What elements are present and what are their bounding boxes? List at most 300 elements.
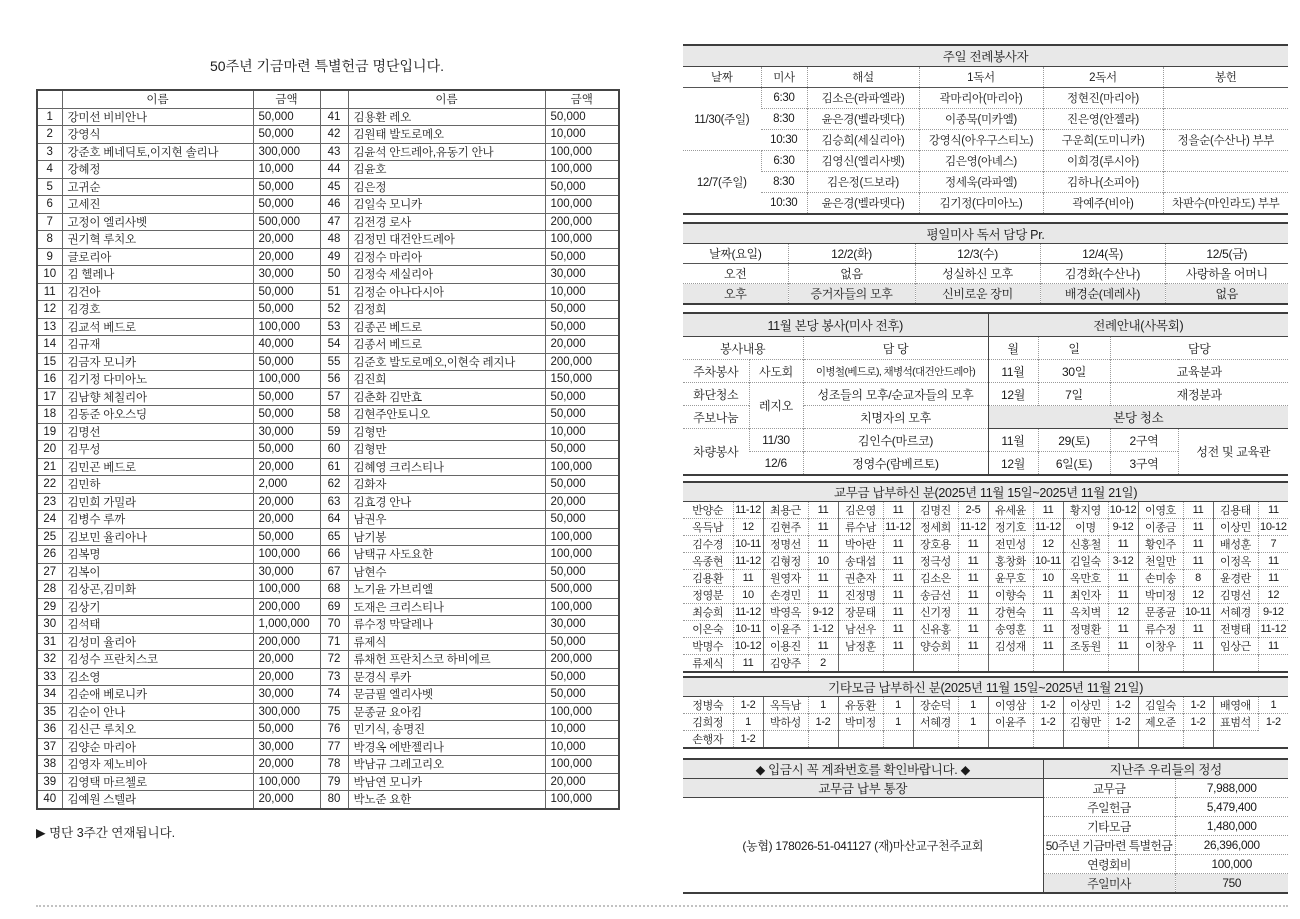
- paid-months: 10-11: [1183, 604, 1213, 621]
- finance-row: [683, 798, 1288, 817]
- paid-months: [1033, 655, 1063, 673]
- paid-months: 11: [958, 587, 988, 604]
- payer-name: 이창우: [1138, 638, 1183, 655]
- offering-value: 5,479,400: [1175, 798, 1288, 817]
- server-row: [683, 193, 1288, 215]
- payer-name: 장순덕: [913, 697, 958, 714]
- server-cell: 진은영(안젤라): [1043, 109, 1163, 130]
- donor-amount: 30,000: [253, 266, 320, 284]
- paid-months: 11: [1108, 621, 1138, 638]
- donor-amount: 50,000: [545, 406, 619, 424]
- server-cell: 김은영(아녜스): [919, 151, 1043, 172]
- payer-name: 김성재: [988, 638, 1033, 655]
- donor-no: 64: [320, 511, 348, 529]
- paid-months: 1: [958, 714, 988, 731]
- donor-no: 19: [37, 423, 62, 441]
- donor-name: 김명선: [62, 423, 253, 441]
- payer-name: 표범석: [1213, 714, 1258, 731]
- service-person: 정영수(람베르토): [803, 452, 988, 476]
- donor-no: 65: [320, 528, 348, 546]
- donor-name: 박남연 모니카: [348, 773, 545, 791]
- donor-name: 김기정 다미아노: [62, 371, 253, 389]
- payer-name: [763, 731, 808, 749]
- paid-months: 9-12: [1108, 519, 1138, 536]
- donor-amount: 20,000: [253, 668, 320, 686]
- donor-row: [37, 668, 619, 686]
- donor-name: 김일숙 모니카: [348, 196, 545, 214]
- paid-months: [1033, 731, 1063, 749]
- server-cell: 10:30: [761, 193, 807, 215]
- paid-months: 1-2: [1183, 714, 1213, 731]
- cleaning-day: 6일(토): [1038, 452, 1110, 476]
- donor-name: 김춘화 김만효: [348, 388, 545, 406]
- paid-months: 11: [1108, 587, 1138, 604]
- donor-amount: 100,000: [545, 546, 619, 564]
- donor-amount: 50,000: [545, 108, 619, 126]
- reader-row: [683, 264, 1288, 284]
- donor-amount: 10,000: [545, 283, 619, 301]
- donor-no: 72: [320, 651, 348, 669]
- paid-months: 10-11: [733, 536, 763, 553]
- payer-name: 김용환: [683, 570, 733, 587]
- table-title-row: [683, 677, 1288, 697]
- donor-header-row: [37, 90, 619, 108]
- payer-name: 이향숙: [988, 587, 1033, 604]
- donor-amount: 100,000: [545, 528, 619, 546]
- donor-row: [37, 301, 619, 319]
- donor-row: [37, 161, 619, 179]
- donor-name: 김용환 레오: [348, 108, 545, 126]
- donor-name: 김동준 아오스딩: [62, 406, 253, 424]
- donor-amount: 100,000: [545, 231, 619, 249]
- payer-name: 박아란: [838, 536, 883, 553]
- donor-amount: 50,000: [253, 388, 320, 406]
- donor-name: 글로리아: [62, 248, 253, 266]
- paid-months: 11-12: [883, 519, 913, 536]
- donor-amount: 30,000: [545, 266, 619, 284]
- reader-cell: 없음: [788, 264, 915, 284]
- col-header: 2독서: [1043, 67, 1163, 88]
- col-header: 12/4(목): [1040, 244, 1165, 264]
- payer-name: 김형만: [1063, 714, 1108, 731]
- payer-name: 서혜경: [913, 714, 958, 731]
- donor-amount: 50,000: [253, 441, 320, 459]
- paid-months: 11: [1108, 638, 1138, 655]
- donor-row: [37, 756, 619, 774]
- service-type: 주차봉사: [683, 360, 749, 383]
- payer-name: 송금선: [913, 587, 958, 604]
- payer-name: 권춘자: [838, 570, 883, 587]
- payer-name: 김일숙: [1063, 553, 1108, 570]
- donor-name: 문금필 엘리사벳: [348, 686, 545, 704]
- donor-amount: 50,000: [545, 511, 619, 529]
- service-person: 이병철(베드로), 채병석(대건안드레아): [803, 360, 988, 383]
- donor-amount: 20,000: [253, 458, 320, 476]
- payer-name: 강현숙: [988, 604, 1033, 621]
- paid-months: 11: [1183, 519, 1213, 536]
- payer-name: 김현주: [763, 519, 808, 536]
- reader-cell: 배경순(데레사): [1040, 284, 1165, 305]
- donor-no: 11: [37, 283, 62, 301]
- donor-name: 김정숙 세실리아: [348, 266, 545, 284]
- paid-months: 11: [1258, 570, 1288, 587]
- paid-months: 12: [1258, 587, 1288, 604]
- dues-row: [683, 638, 1288, 655]
- parish-service-title: 11월 본당 봉사(미사 전후): [683, 313, 988, 337]
- donor-name: 김은정: [348, 178, 545, 196]
- donor-no: 14: [37, 336, 62, 354]
- table-title-row: [683, 313, 1288, 337]
- paid-months: 1-2: [733, 697, 763, 714]
- col-header: 날짜: [683, 67, 761, 88]
- paid-months: 11: [883, 502, 913, 519]
- donor-no: 79: [320, 773, 348, 791]
- service-person: 성조들의 모후/순교자들의 모후: [803, 383, 988, 406]
- donor-name: 민기식, 송명진: [348, 721, 545, 739]
- col-header: 미사: [761, 67, 807, 88]
- donor-amount: 50,000: [253, 528, 320, 546]
- donor-no: 13: [37, 318, 62, 336]
- donor-amount: 50,000: [253, 301, 320, 319]
- donor-no: 36: [37, 721, 62, 739]
- payer-name: 전민성: [988, 536, 1033, 553]
- donor-no: 51: [320, 283, 348, 301]
- donor-amount: 50,000: [545, 686, 619, 704]
- paid-months: 11: [1258, 638, 1288, 655]
- donor-amount: 50,000: [253, 353, 320, 371]
- donor-amount: 200,000: [545, 353, 619, 371]
- donor-amount: 10,000: [253, 161, 320, 179]
- paid-months: 2-5: [958, 502, 988, 519]
- paid-months: 11-12: [733, 553, 763, 570]
- paid-months: 11: [958, 536, 988, 553]
- service-row: [683, 429, 1288, 452]
- donor-no: 62: [320, 476, 348, 494]
- server-cell: 차판수(마인라도) 부부: [1163, 193, 1288, 215]
- donor-name: 문경식 루카: [348, 668, 545, 686]
- reader-cell: 없음: [1165, 284, 1288, 305]
- donor-no: 1: [37, 108, 62, 126]
- offering-label: 연령회비: [1043, 855, 1175, 874]
- dues-row: [683, 655, 1288, 673]
- table-title-row: [683, 223, 1288, 244]
- donor-row: [37, 528, 619, 546]
- donor-no: 21: [37, 458, 62, 476]
- finance-table: [683, 758, 1288, 894]
- paid-months: 12: [1108, 604, 1138, 621]
- mass-date: 12/7(주일): [683, 151, 761, 215]
- paid-months: 1-2: [1108, 714, 1138, 731]
- dues-row: [683, 502, 1288, 519]
- payer-name: 김수경: [683, 536, 733, 553]
- donor-no: 66: [320, 546, 348, 564]
- donor-name: 김교석 베드로: [62, 318, 253, 336]
- donor-no: 76: [320, 721, 348, 739]
- donor-name: 고귀순: [62, 178, 253, 196]
- offering-value: 1,480,000: [1175, 817, 1288, 836]
- paid-months: 10: [733, 587, 763, 604]
- donor-name-header: 이름: [62, 90, 253, 108]
- donor-amount: 500,000: [545, 581, 619, 599]
- donor-row: [37, 388, 619, 406]
- payer-name: 정명환: [1063, 621, 1108, 638]
- payer-name: [988, 655, 1033, 673]
- payer-name: 옥만호: [1063, 570, 1108, 587]
- donor-name: 박노준 요한: [348, 791, 545, 809]
- donor-no: 38: [37, 756, 62, 774]
- server-cell: 김승희(세실리아): [807, 130, 919, 151]
- service-person: 치명자의 모후: [803, 406, 988, 429]
- service-type: 차량봉사: [683, 429, 749, 476]
- donor-no: 77: [320, 738, 348, 756]
- server-cell: 강영식(아우구스티노): [919, 130, 1043, 151]
- paid-months: [883, 731, 913, 749]
- donor-name: 강혜정: [62, 161, 253, 179]
- offering-value: 7,988,000: [1175, 779, 1288, 798]
- payer-name: 황인주: [1138, 536, 1183, 553]
- donor-name: 김순애 베로니카: [62, 686, 253, 704]
- donor-name: 김성수 프란치스코: [62, 651, 253, 669]
- donor-row: [37, 686, 619, 704]
- donor-no: 40: [37, 791, 62, 809]
- cleaning-title: 본당 청소: [988, 406, 1288, 429]
- paid-months: 12: [1183, 587, 1213, 604]
- donor-name: 김상곤,김미화: [62, 581, 253, 599]
- other-donation-title: 기타모금 납부하신 분(2025년 11월 15일~2025년 11월 21일): [683, 677, 1288, 697]
- paid-months: 10: [808, 553, 838, 570]
- payer-name: 김명선: [1213, 587, 1258, 604]
- payer-name: 김형정: [763, 553, 808, 570]
- col-header: 봉헌: [1163, 67, 1288, 88]
- donor-amount: 50,000: [545, 441, 619, 459]
- donor-amount: 50,000: [253, 721, 320, 739]
- donor-name: 고세진: [62, 196, 253, 214]
- payer-name: [1213, 655, 1258, 673]
- donor-row: [37, 773, 619, 791]
- col-header: 봉사내용: [683, 337, 803, 360]
- payer-name: 윤무호: [988, 570, 1033, 587]
- offering-label: 교무금: [1043, 779, 1175, 798]
- paid-months: 11: [958, 570, 988, 587]
- payer-name: 정영분: [683, 587, 733, 604]
- donor-row: [37, 248, 619, 266]
- payer-name: 정세희: [913, 519, 958, 536]
- payer-name: 이은숙: [683, 621, 733, 638]
- server-cell: 윤은경(벨라뎃다): [807, 193, 919, 215]
- donor-amount-header: 금액: [545, 90, 619, 108]
- dues-title: 교무금 납부하신 분(2025년 11월 15일~2025년 11월 21일): [683, 482, 1288, 502]
- payer-name: [1138, 731, 1183, 749]
- paid-months: 8: [1183, 570, 1213, 587]
- payer-name: 박영옥: [763, 604, 808, 621]
- payer-name: 손미송: [1138, 570, 1183, 587]
- donor-name: 김건아: [62, 283, 253, 301]
- donor-no: 23: [37, 493, 62, 511]
- paid-months: 11: [1183, 502, 1213, 519]
- cleaning-month: 12월: [988, 452, 1038, 476]
- donor-amount: 100,000: [545, 196, 619, 214]
- donor-amount: 1,000,000: [253, 616, 320, 634]
- paid-months: 1-2: [808, 714, 838, 731]
- donor-table: [36, 89, 620, 810]
- donor-amount: 20,000: [253, 756, 320, 774]
- paid-months: 11: [808, 519, 838, 536]
- reader-cell: 증거자들의 모후: [788, 284, 915, 305]
- donor-amount: 30,000: [253, 686, 320, 704]
- donor-amount: 300,000: [253, 143, 320, 161]
- donor-name: 김형만: [348, 441, 545, 459]
- donor-amount: 300,000: [253, 703, 320, 721]
- paid-months: [958, 655, 988, 673]
- donor-amount-header: 금액: [253, 90, 320, 108]
- payer-name: 송영훈: [988, 621, 1033, 638]
- server-cell: 김하나(소피아): [1043, 172, 1163, 193]
- donor-no: 33: [37, 668, 62, 686]
- payer-name: 김일숙: [1138, 697, 1183, 714]
- donor-amount: 20,000: [253, 231, 320, 249]
- payer-name: 김소은: [913, 570, 958, 587]
- paid-months: 11: [1033, 502, 1063, 519]
- donor-name: 김남향 체칠리아: [62, 388, 253, 406]
- donor-name: 김효경 안나: [348, 493, 545, 511]
- paid-months: 10: [1033, 570, 1063, 587]
- donor-name: 김정희: [348, 301, 545, 319]
- paid-months: 11-12: [1258, 621, 1288, 638]
- payer-name: 반양순: [683, 502, 733, 519]
- donor-no: 58: [320, 406, 348, 424]
- donor-amount: 20,000: [253, 511, 320, 529]
- donor-no: 42: [320, 126, 348, 144]
- donor-name: 강영식: [62, 126, 253, 144]
- payer-name: 류제식: [683, 655, 733, 673]
- payer-name: 김양주: [763, 655, 808, 673]
- paid-months: 11: [1108, 536, 1138, 553]
- other-donation-row: [683, 731, 1288, 749]
- donor-amount: 100,000: [545, 161, 619, 179]
- donor-row: [37, 126, 619, 144]
- paid-months: 11: [883, 638, 913, 655]
- donor-name: 김무성: [62, 441, 253, 459]
- payer-name: 배영애: [1213, 697, 1258, 714]
- service-type: 주보나눔: [683, 406, 749, 429]
- cleaning-place: 성전 및 교육관: [1178, 429, 1288, 476]
- reader-row: [683, 284, 1288, 305]
- donor-name: 김민곤 베드로: [62, 458, 253, 476]
- payer-name: 김은영: [838, 502, 883, 519]
- server-cell: 김영신(엘리사벳): [807, 151, 919, 172]
- paid-months: 11: [958, 621, 988, 638]
- payer-name: 임상근: [1213, 638, 1258, 655]
- payer-name: 최용근: [763, 502, 808, 519]
- donor-no: 4: [37, 161, 62, 179]
- donor-no: 61: [320, 458, 348, 476]
- donor-no: 10: [37, 266, 62, 284]
- donor-row: [37, 738, 619, 756]
- donor-no: 16: [37, 371, 62, 389]
- donor-amount: 20,000: [545, 336, 619, 354]
- offering-value: 750: [1175, 874, 1288, 894]
- payer-name: 정병숙: [683, 697, 733, 714]
- paid-months: 1: [883, 714, 913, 731]
- dues-row: [683, 604, 1288, 621]
- donor-amount: 200,000: [545, 213, 619, 231]
- service-date: 11/30: [749, 429, 803, 452]
- payer-name: [1063, 731, 1108, 749]
- donor-name: 김정수 마리아: [348, 248, 545, 266]
- donor-name: 김양순 마리아: [62, 738, 253, 756]
- paid-months: 1: [1258, 697, 1288, 714]
- paid-months: 11: [883, 536, 913, 553]
- donor-amount: 100,000: [253, 546, 320, 564]
- donor-amount: 30,000: [545, 616, 619, 634]
- donor-amount: 10,000: [545, 721, 619, 739]
- paid-months: 11: [1183, 638, 1213, 655]
- donor-row: [37, 371, 619, 389]
- guide-month: 11월: [988, 360, 1038, 383]
- reader-cell: 성실하신 모후: [915, 264, 1040, 284]
- payer-name: 신유홍: [913, 621, 958, 638]
- payer-name: 황지영: [1063, 502, 1108, 519]
- offering-label: 50주년 기금마련 특별헌금: [1043, 836, 1175, 855]
- donor-row: [37, 721, 619, 739]
- donor-amount: 100,000: [253, 371, 320, 389]
- col-header: 12/2(화): [788, 244, 915, 264]
- donor-name: 김종서 베드로: [348, 336, 545, 354]
- payer-name: 이윤주: [988, 714, 1033, 731]
- donor-no: 5: [37, 178, 62, 196]
- donor-no: 32: [37, 651, 62, 669]
- payer-name: 이용진: [763, 638, 808, 655]
- dues-row: [683, 553, 1288, 570]
- server-cell: [1163, 172, 1288, 193]
- payer-name: [1213, 731, 1258, 749]
- server-cell: 정세욱(라파엘): [919, 172, 1043, 193]
- server-cell: 구운희(도미니카): [1043, 130, 1163, 151]
- donor-name: 박남규 그레고리오: [348, 756, 545, 774]
- payer-name: 진정명: [838, 587, 883, 604]
- donor-amount: 100,000: [253, 318, 320, 336]
- other-donations-table: [683, 676, 1288, 749]
- payer-name: 천일만: [1138, 553, 1183, 570]
- paid-months: 10-12: [733, 638, 763, 655]
- donor-name: 김준호 발도로메오,이현숙 레지나: [348, 353, 545, 371]
- paid-months: 9-12: [1258, 604, 1288, 621]
- donor-name: 남택규 사도요한: [348, 546, 545, 564]
- payer-name: 장문태: [838, 604, 883, 621]
- donor-no: 24: [37, 511, 62, 529]
- donor-no: 60: [320, 441, 348, 459]
- server-row: [683, 88, 1288, 109]
- donor-no: 54: [320, 336, 348, 354]
- donor-name: 김종곤 베드로: [348, 318, 545, 336]
- donor-no: 73: [320, 668, 348, 686]
- donor-amount: 50,000: [253, 196, 320, 214]
- payer-name: 남선우: [838, 621, 883, 638]
- server-cell: 김기정(다미아노): [919, 193, 1043, 215]
- payer-name: 조동원: [1063, 638, 1108, 655]
- liturgy-guide-title: 전례안내(사목회): [988, 313, 1288, 337]
- payer-name: [1063, 655, 1108, 673]
- donor-no: 37: [37, 738, 62, 756]
- finance-row: [683, 779, 1288, 798]
- dues-row: [683, 536, 1288, 553]
- sunday-servers-table: [683, 44, 1288, 215]
- paid-months: 1: [808, 697, 838, 714]
- donor-row: [37, 441, 619, 459]
- payer-name: 홍창화: [988, 553, 1033, 570]
- payer-name: 이상민: [1213, 519, 1258, 536]
- donor-amount: 50,000: [545, 178, 619, 196]
